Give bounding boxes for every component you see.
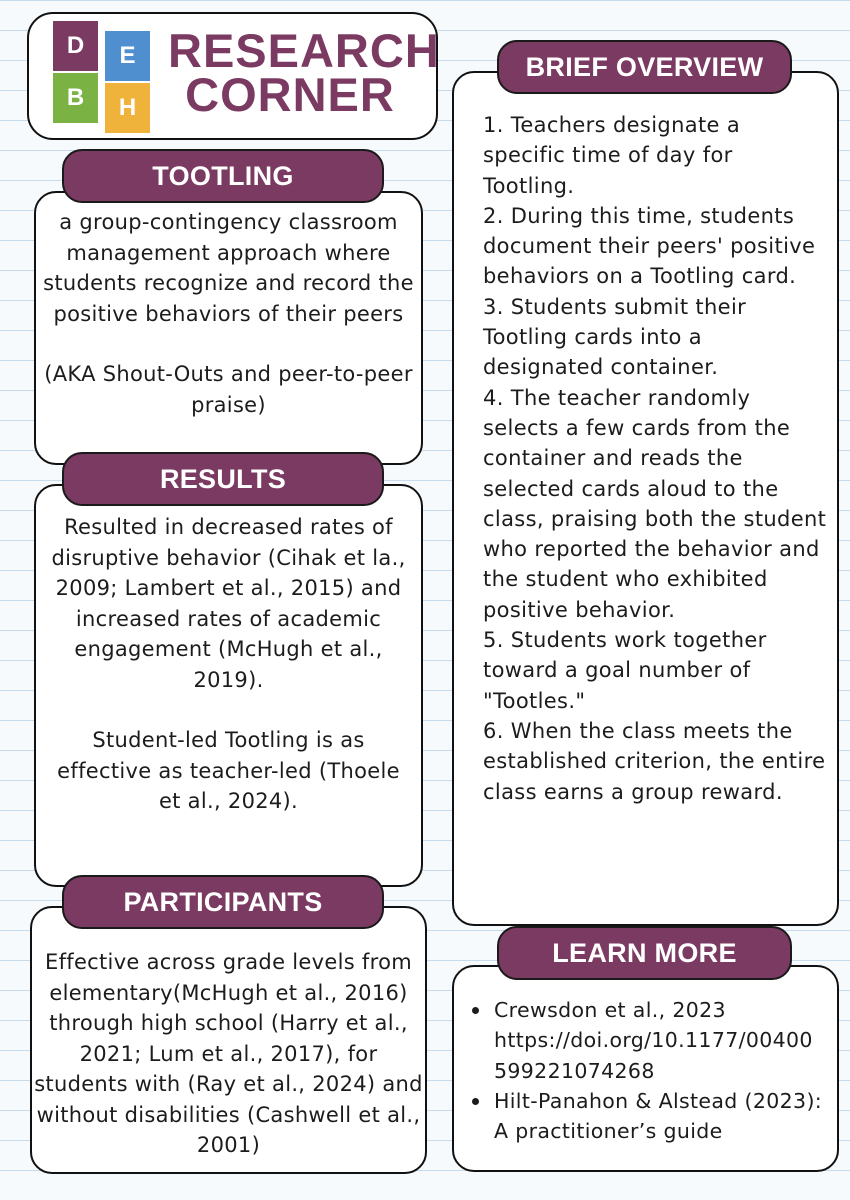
overview-step: 3. Students submit their Tootling cards into a designated container.: [483, 294, 747, 380]
learn-more-heading: LEARN MORE: [497, 926, 792, 980]
tootling-text: [36, 207, 421, 420]
reference-list: [468, 995, 834, 1146]
participants-text: Effective across grade levels from elementary(McHugh et al., 2016) through high school (Harry et al., 2021; Lum et al., 2017), for students with (Ray et al., 2024) and without disabilities (Cashwell et al., 2001): [34, 950, 423, 1157]
results-heading: RESULTS: [62, 452, 384, 506]
logo-tile-e: E: [105, 31, 150, 81]
learn-more-list: [468, 995, 834, 1146]
participants-heading: PARTICIPANTS: [62, 875, 384, 929]
results-paragraph-1: Resulted in decreased rates of disruptive behavior (Cihak et la., 2009; Lambert et al., 2015) and increased rates of academic engagement (McHugh et al., 2019).: [51, 515, 406, 692]
results-paragraph-2: Student-led Tootling is as effective as teacher-led (Thoele et al., 2024).: [57, 728, 400, 813]
reference-citation: Hilt-Panahon & Alstead (2023): A practitioner’s guide: [494, 1088, 823, 1144]
tootling-heading: TOOTLING: [62, 149, 384, 203]
overview-step: 6. When the class meets the established criterion, the entire class earns a group reward.: [483, 718, 826, 804]
results-text: [50, 512, 407, 817]
reference-item: [494, 1086, 834, 1147]
title-line-2: CORNER: [185, 68, 395, 121]
reference-item: [494, 995, 834, 1086]
tootling-definition: a group-contingency classroom management approach where students recognize and record the positive behaviors of their peers: [43, 210, 414, 326]
overview-step: 5. Students work together toward a goal number of "Tootles.": [483, 628, 767, 713]
tootling-aka: (AKA Shout-Outs and peer-to-peer praise): [44, 362, 413, 417]
reference-citation: Crewsdon et al., 2023: [494, 998, 726, 1022]
overview-heading: BRIEF OVERVIEW: [497, 40, 792, 94]
title-line-1: RESEARCH: [168, 24, 440, 77]
overview-steps: [483, 110, 828, 807]
overview-step: 4. The teacher randomly selects a few cards from the container and reads the selected cards aloud to the class, praising both the student who reported the behavior and the student who exhibited positive behavior.: [483, 385, 827, 622]
logo-tile-h: H: [105, 83, 150, 133]
logo-tile-b: B: [53, 73, 98, 123]
page-title: [168, 24, 440, 121]
overview-step: 1. Teachers designate a specific time of day for Tootling.: [483, 113, 741, 198]
debh-logo: [53, 21, 153, 131]
overview-step: 2. During this time, students document their peers' positive behaviors on a Tootling card.: [483, 203, 816, 289]
reference-link[interactable]: https://doi.org/10.1177/00400599221074268: [494, 1028, 813, 1083]
logo-tile-d: D: [53, 21, 98, 71]
